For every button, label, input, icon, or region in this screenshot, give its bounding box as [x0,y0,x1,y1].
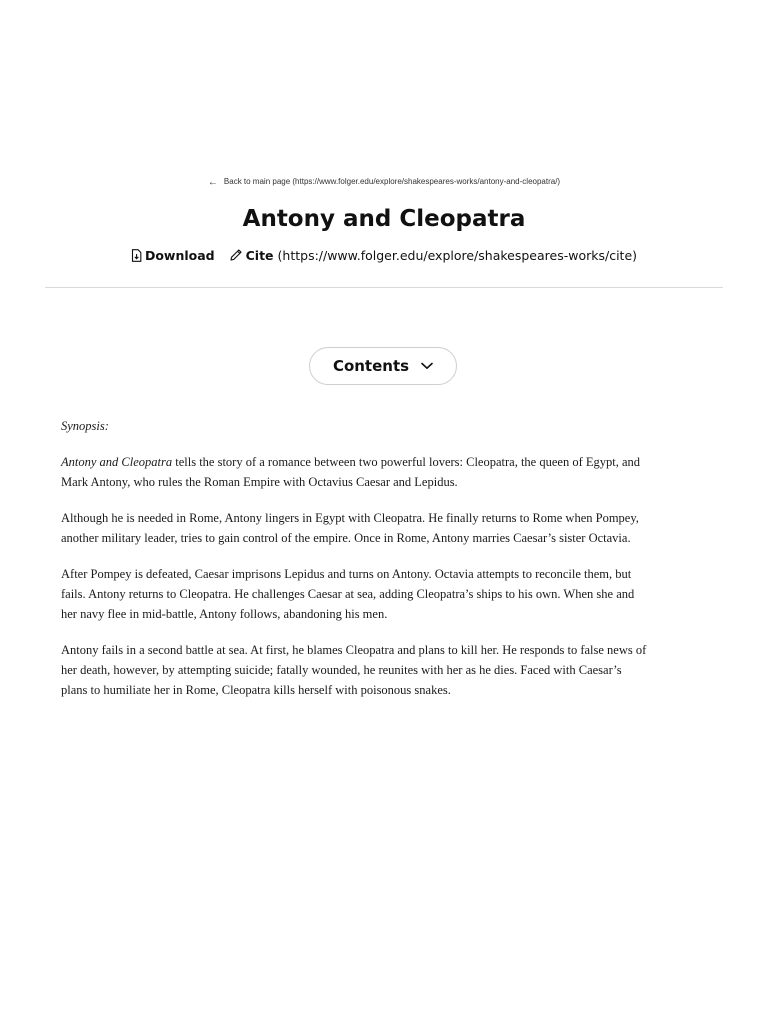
download-label: Download [144,248,215,263]
synopsis-paragraph-3: After Pompey is defeated, Caesar imprisons Lepidus and turns on Antony. Octavia attempts to reconcile them, but fails. Antony returns to Cleopatra. He challenges Caesar at sea, adding Cleopatra’s ships to his own. When she and her navy flee in mid-battle, Antony follows, abandoning his men. [61,567,635,621]
header-divider [45,287,723,288]
back-to-main-link[interactable] [208,177,560,186]
synopsis-section [61,416,651,716]
contents-dropdown-button[interactable] [309,347,457,385]
synopsis-paragraph-1-text: tells the story of a romance between two powerful lovers: Cleopatra, the queen of Egypt, and Mark Antony, who rules the Roman Empire with Octavius Caesar and Lepidus. [61,455,641,489]
cite-button[interactable] [229,248,637,263]
contents-label: Contents [332,357,410,375]
arrow-left-icon: ← [207,177,218,188]
chevron-down-icon [421,362,433,370]
pencil-icon [229,248,243,262]
back-to-main-link-row [0,177,768,188]
action-bar [0,247,768,263]
play-title-italic: Antony and Cleopatra [61,455,173,469]
back-to-main-label: Back to main page (https://www.folger.edu/explore/shakespeares-works/antony-and-cleopatra/) [223,177,561,186]
cite-url: (https://www.folger.edu/explore/shakespeares-works/cite) [277,248,638,263]
synopsis-paragraph-1 [61,452,651,492]
download-button[interactable] [131,248,215,263]
download-file-icon [131,249,142,262]
synopsis-label: Synopsis: [61,419,109,433]
synopsis-paragraph-2: Although he is needed in Rome, Antony lingers in Egypt with Cleopatra. He finally returns to Rome when Pompey, another military leader, tries to gain control of the empire. Once in Rome, Antony marries Caesar’s sister Octavia. [61,511,639,545]
synopsis-paragraph-4: Antony fails in a second battle at sea. At first, he blames Cleopatra and plans to kill her. He responds to false news of her death, however, by attempting suicide; fatally wounded, he reunites with her as he dies. Faced with Caesar’s plans to humiliate her in Rome, Cleopatra kills herself with poisonous snakes. [61,643,647,697]
page-title: Antony and Cleopatra [242,206,526,232]
cite-label: Cite [245,248,274,263]
